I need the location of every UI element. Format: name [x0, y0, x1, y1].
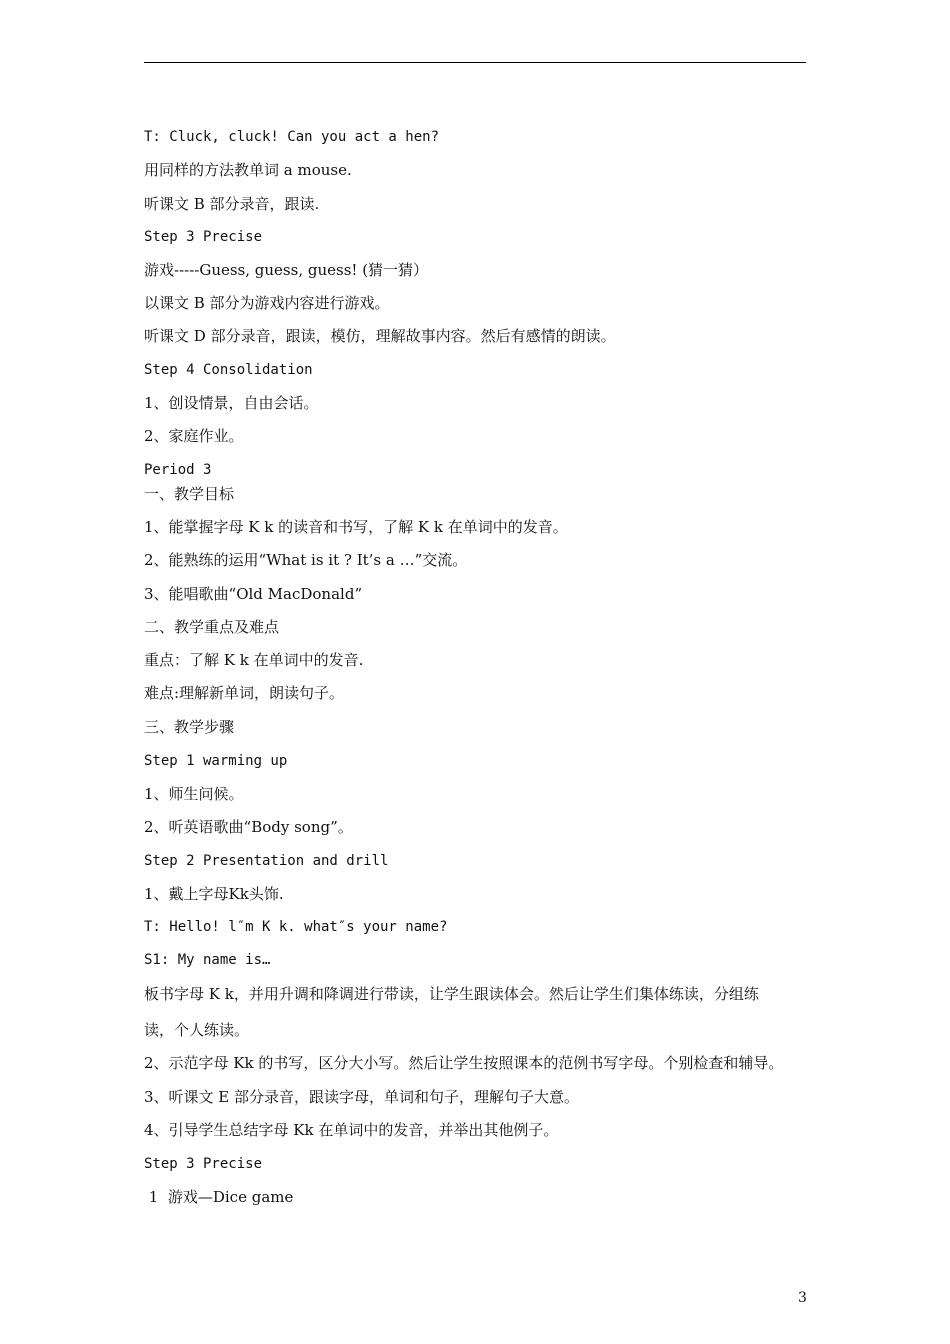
step-heading: Step 3 Precise: [144, 1156, 263, 1172]
text-line: 1、戴上字母Kk头饰.: [144, 885, 284, 903]
text-line: 以课文 B 部分为游戏内容进行游戏。: [144, 294, 390, 312]
header-rule: [144, 62, 806, 63]
section-heading: 三、教学步骤: [144, 718, 235, 736]
text-line: T: Hello! l″m K k. what″s your name?: [144, 919, 448, 935]
text-line: 1、能掌握字母 K k 的读音和书写，了解 K k 在单词中的发音。: [144, 518, 568, 536]
text-line: 2、能熟练的运用“What is it ? It’s a …”交流。: [144, 551, 468, 569]
step-heading: Step 3 Precise: [144, 229, 263, 245]
text-line: 1、创设情景，自由会话。: [144, 394, 319, 412]
text-line: 4、引导学生总结字母 Kk 在单词中的发音，并举出其他例子。: [144, 1121, 559, 1139]
text-line: 1、师生问候。: [144, 785, 244, 803]
step-heading: Step 4 Consolidation: [144, 362, 313, 378]
text-line: 重点：了解 K k 在单词中的发音.: [144, 651, 364, 669]
text-line: 难点:理解新单词，朗读句子。: [144, 684, 345, 702]
section-heading: 二、教学重点及难点: [144, 618, 280, 636]
text-line: 用同样的方法教单词 a mouse.: [144, 161, 352, 179]
text-line: 3、能唱歌曲“Old MacDonald”: [144, 585, 363, 603]
text-line: 2、示范字母 Kk 的书写，区分大小写。然后让学生按照课本的范例书写字母。个别检查和辅导。: [144, 1054, 784, 1072]
step-heading: Step 2 Presentation and drill: [144, 853, 389, 869]
text-line: S1: My name is…: [144, 952, 271, 968]
section-heading: 一、教学目标: [144, 485, 235, 503]
period-heading: Period 3: [144, 462, 212, 478]
text-line: 听课文 B 部分录音，跟读.: [144, 195, 320, 213]
step-heading: Step 1 warming up: [144, 753, 288, 769]
text-line: 3、听课文 E 部分录音，跟读字母，单词和句子，理解句子大意。: [144, 1088, 580, 1106]
text-line: 板书字母 K k，并用升调和降调进行带读，让学生跟读体会。然后让学生们集体练读，分组练: [144, 985, 759, 1003]
text-line: 读，个人练读。: [144, 1021, 250, 1039]
text-line: 2、听英语歌曲“Body song”。: [144, 818, 353, 836]
text-line: T: Cluck, cluck! Can you act a hen?: [144, 129, 440, 145]
text-line: 1 游戏—Dice game: [144, 1188, 294, 1206]
text-line: 2、家庭作业。: [144, 427, 244, 445]
text-line: 听课文 D 部分录音，跟读，模仿，理解故事内容。然后有感情的朗读。: [144, 327, 616, 345]
page-number: 3: [798, 1290, 807, 1306]
text-line: 游戏-----Guess, guess, guess! (猜一猜）: [144, 261, 429, 279]
